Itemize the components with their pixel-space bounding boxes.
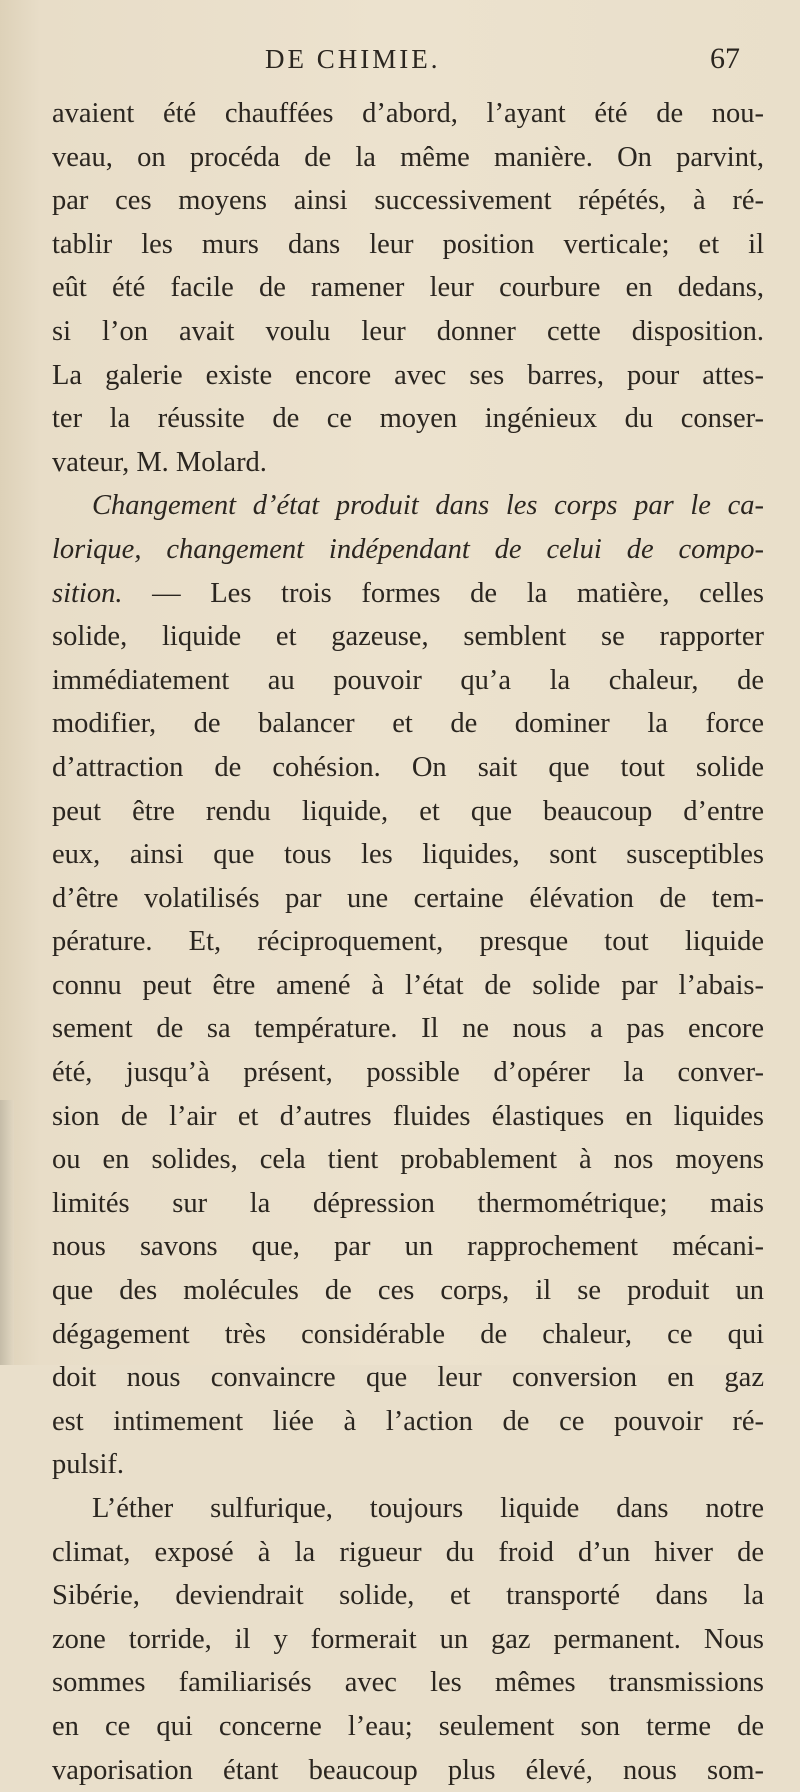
text-line-paragraph-start: L’éther sulfurique, toujours liquide dans notre [92,1493,764,1524]
text-line: connu peut être amené à l’état de solide par l’abais- [52,969,764,1001]
text-line: que des molécules de ces corps, il se produit un [52,1275,764,1307]
text-line: est intimement liée à l’action de ce pouvoir ré- [52,1405,764,1437]
text-line: vateur, M. Molard. [52,446,267,478]
text-line: sement de sa température. Il ne nous a pas encore [52,1013,764,1045]
text-line: eux, ainsi que tous les liquides, sont susceptibles [52,839,764,871]
text-line: pérature. Et, réciproquement, presque tout liquide [52,926,764,958]
text-line: solide, liquide et gazeuse, semblent se rapporter [52,621,764,653]
page-edge-shadow [0,1100,14,1365]
text-line: vaporisation étant beaucoup plus élevé, nous som- [52,1754,764,1786]
text-line: d’attraction de cohésion. On sait que tout solide [52,751,764,783]
text-line: peut être rendu liquide, et que beaucoup d’entre [52,795,764,827]
text-line: climat, exposé à la rigueur du froid d’un hiver de [52,1536,764,1568]
text-line: immédiatement au pouvoir qu’a la chaleur, de [52,664,764,696]
text-line: si l’on avait voulu leur donner cette disposition. [52,315,764,347]
text-line: modifier, de balancer et de dominer la force [52,708,764,740]
text-line: eût été facile de ramener leur courbure en dedans, [52,272,764,304]
text-line: d’être volatilisés par une certaine élévation de tem- [52,882,764,914]
text-line: La galerie existe encore avec ses barres, pour attes- [52,359,764,391]
text-line: ter la réussite de ce moyen ingénieux du conser- [52,403,764,435]
text-line: nous savons que, par un rapprochement mécani- [52,1231,764,1263]
text-line: zone torride, il y formerait un gaz permanent. Nous [52,1623,764,1655]
text-line: limités sur la dépression thermométrique; mais [52,1187,764,1219]
text-line: doit nous convaincre que leur conversion en gaz [52,1362,764,1394]
text-line: par ces moyens ainsi successivement répétés, à ré- [52,185,764,217]
text-line: sommes familiarisés avec les mêmes transmissions [52,1667,764,1699]
text-line: en ce qui concerne l’eau; seulement son terme de [52,1710,764,1742]
text-line: été, jusqu’à présent, possible d’opérer la conver- [52,1057,764,1089]
text-line-section-heading: Changement d’état produit dans les corps par le ca- [92,490,764,522]
body-text [52,92,764,1792]
text-line: ou en solides, cela tient probablement à nos moyens [52,1144,764,1176]
text-line: pulsif. [52,1449,125,1481]
text-line-section-heading: sition. — Les trois formes de la matière, celles [52,577,764,609]
text-line-section-heading: lorique, changement indépendant de celui de compo- [52,533,764,565]
text-line: dégagement très considérable de chaleur, ce qui [52,1318,764,1350]
text-line: tablir les murs dans leur position verticale; et il [52,228,764,260]
page-header [60,44,760,84]
text-line: avaient été chauffées d’abord, l’ayant été de nou- [52,98,764,129]
page-number: 67 [710,42,740,75]
running-title: DE CHIMIE. [265,44,441,74]
text-line: sion de l’air et d’autres fluides élastiques en liquides [52,1100,764,1132]
text-line: Sibérie, deviendrait solide, et transporté dans la [52,1580,764,1612]
text-line: veau, on procéda de la même manière. On parvint, [52,141,764,173]
